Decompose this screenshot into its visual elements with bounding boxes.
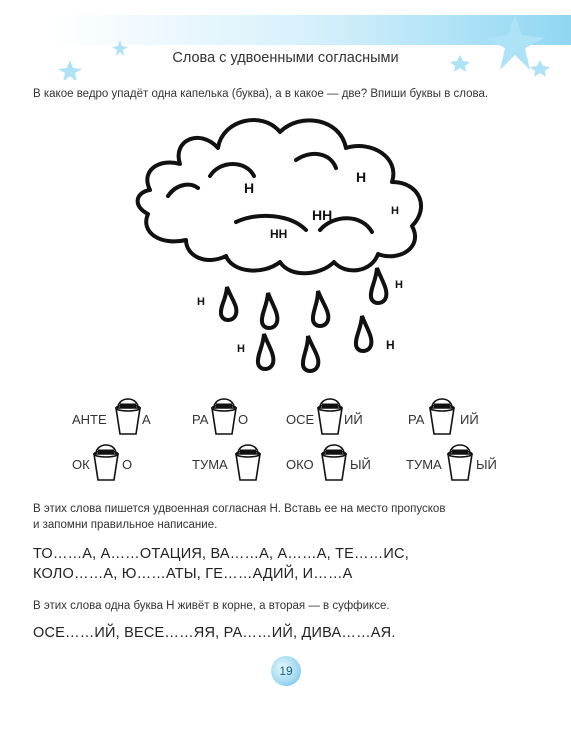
cloud-letter: НН: [312, 207, 333, 223]
word-after: ИЙ: [460, 412, 479, 427]
word-after: ИЙ: [344, 412, 363, 427]
bucket-icon: [318, 399, 342, 434]
word-after: А: [142, 412, 151, 427]
word-before: ОСЕ: [286, 412, 315, 427]
word-before: АНТЕ: [72, 412, 107, 427]
word-before: ТУМА: [406, 457, 442, 472]
page-number: 19: [271, 656, 301, 686]
bucket-icon: [212, 399, 236, 434]
word-after: ЫЙ: [350, 457, 371, 472]
instruction-3: В этих слова одна буква Н живёт в корне, а вторая — в суффиксе.: [33, 600, 390, 612]
cloud-letter: НН: [270, 227, 288, 241]
word-after: ЫЙ: [476, 457, 497, 472]
exercise-1-line-1: ТО……А, А……ОТАЦИЯ, ВА……А, А……А, ТЕ……ИС,: [33, 546, 409, 562]
drop-letter: Н: [395, 279, 403, 291]
word-before: ТУМА: [192, 457, 228, 472]
bucket-icon: [430, 399, 454, 434]
bucket-icon: [116, 399, 140, 434]
cloud-letter: Н: [244, 180, 255, 196]
word-before: РА: [408, 412, 425, 427]
bucket-icon: [448, 445, 472, 480]
cloud-letter: Н: [356, 169, 367, 185]
bucket-icon: [236, 445, 260, 480]
exercise-1-line-2: КОЛО……А, Ю……АТЫ, ГЕ……АДИЙ, И……А: [33, 566, 353, 582]
word-before: РА: [192, 412, 209, 427]
exercise-2-line-1: ОСЕ……ИЙ, ВЕСЕ……ЯЯ, РА……ИЙ, ДИВА……АЯ.: [33, 625, 396, 641]
word-before: ОКО: [286, 457, 314, 472]
word-after: О: [122, 457, 133, 472]
drop-letter: Н: [386, 338, 395, 352]
drop-letter: Н: [237, 343, 245, 355]
word-before: ОК: [72, 457, 90, 472]
page-title: Слова с удвоенными согласными: [172, 50, 399, 66]
bucket-icon: [322, 445, 346, 480]
bucket-icon: [94, 445, 118, 480]
instruction-2b: и запомни правильное написание.: [33, 519, 218, 531]
instruction-1: В какое ведро упадёт одна капелька (буква), а в какое — две? Впиши буквы в слова.: [33, 88, 489, 100]
cloud-letter: Н: [391, 205, 399, 217]
instruction-2: В этих слова пишется удвоенная согласная Н. Вставь ее на место пропусков: [33, 503, 446, 515]
word-after: О: [238, 412, 249, 427]
drop-letter: Н: [197, 296, 205, 308]
